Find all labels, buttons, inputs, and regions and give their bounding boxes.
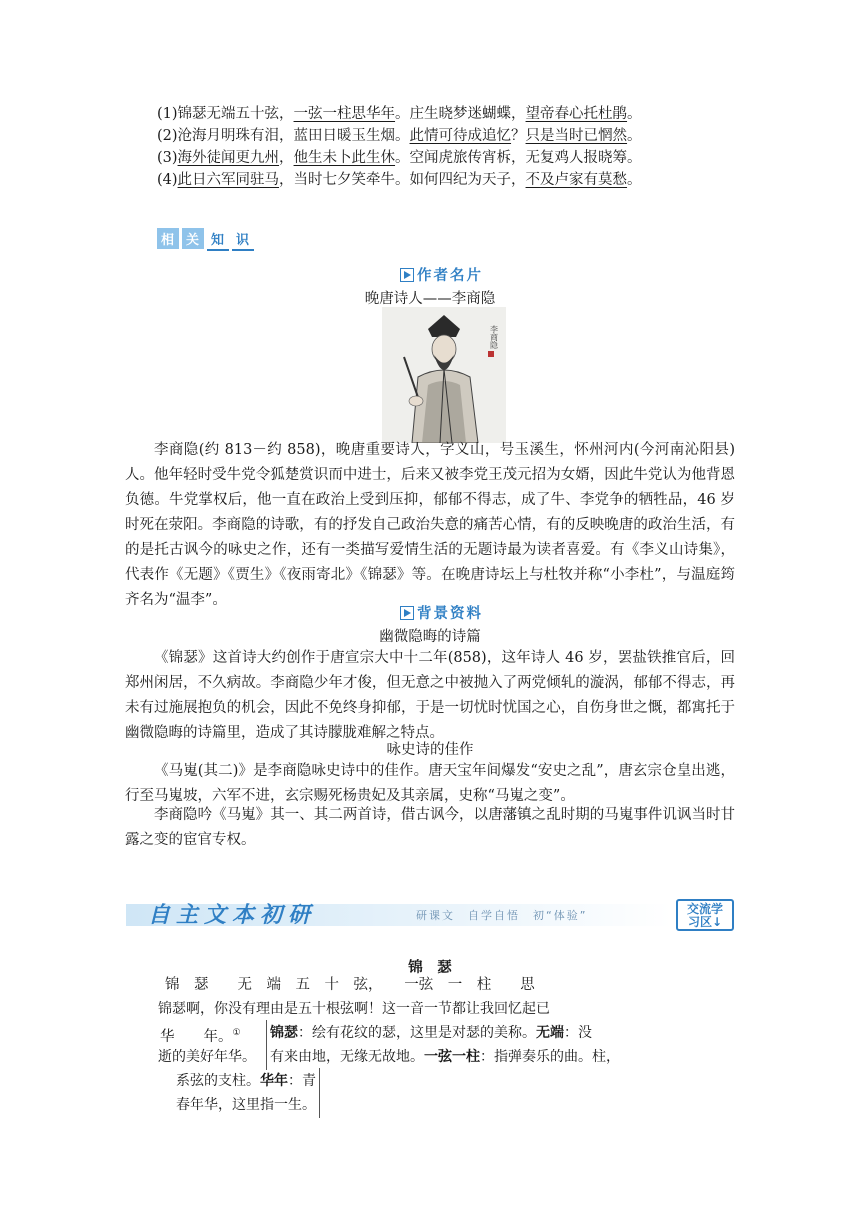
- plain-phrase: 锦瑟无端五十弦，: [177, 106, 294, 122]
- poem-note: 锦瑟：绘有花纹的瑟，这里是对瑟的美称。无端：没: [266, 1020, 592, 1046]
- self-study-banner: [126, 895, 736, 931]
- portrait-caption: 李商隐: [489, 325, 499, 349]
- poem-quote-lines: [157, 103, 642, 191]
- underlined-phrase: 他生未卜此生休: [293, 150, 396, 166]
- button-line: 交流学: [686, 902, 723, 916]
- exchange-area-button[interactable]: [676, 899, 734, 931]
- footnote-mark: ①: [232, 1028, 241, 1038]
- plain-phrase: 。庄生晓梦迷蝴蝶，: [395, 106, 526, 122]
- plain-phrase: 。空闻虎旅传宵柝，无复鸡人报晓筹。: [395, 150, 642, 166]
- background-heading: 背景资料: [400, 602, 483, 623]
- underlined-phrase: 此日六军同驻马: [177, 172, 280, 188]
- underlined-phrase: 只是当时已惘然: [525, 128, 628, 144]
- line-number: (4): [157, 172, 178, 188]
- poem-title: 锦 瑟: [408, 960, 452, 976]
- banner-subtitle: 研课文 自学自悟 初“体验”: [416, 909, 588, 922]
- background-paragraph: 李商隐吟《马嵬》其一、其二两首诗，借古讽今，以唐藩镇之乱时期的马嵬事件讥讽当时甘露之变的宦官专权。: [125, 807, 735, 848]
- button-line: 习区↓: [687, 915, 723, 929]
- poem-line: 锦 瑟 无 端 五 十 弦， 一弦 一 柱 思: [165, 977, 535, 993]
- plain-phrase: ，当时七夕笑牵牛。如何四纪为天子，: [279, 172, 526, 188]
- quote-line: [157, 103, 642, 125]
- poem-translation: 锦瑟啊，你没有理由是五十根弦啊！这一音一节都让我回忆起已: [158, 1001, 550, 1017]
- plain-phrase: 沧海月明珠有泪，蓝田日暖玉生烟。: [177, 128, 410, 144]
- related-knowledge-badge: [157, 228, 257, 251]
- play-icon: [400, 268, 414, 282]
- background-item-title: 幽微隐晦的诗篇: [379, 629, 481, 645]
- underlined-phrase: 不及卢家有莫愁: [525, 172, 628, 188]
- background-item-title: 咏史诗的佳作: [386, 742, 474, 758]
- background-paragraph: 《马嵬(其二)》是李商隐咏史诗中的佳作。唐天宝年间爆发“安史之乱”，唐玄宗仓皇出逃，行至马嵬坡，六军不进，玄宗赐死杨贵妃及其亲属，史称“马嵬之变”。: [125, 763, 735, 804]
- plain-phrase: 。: [627, 106, 642, 122]
- line-number: (1): [157, 106, 178, 122]
- underlined-phrase: 望帝春心托杜鹃: [525, 106, 628, 122]
- quote-line: [157, 125, 642, 147]
- badge-char: 关: [182, 228, 204, 249]
- underlined-phrase: 此情可待成追忆: [409, 128, 512, 144]
- poem-line: 华 年。①: [160, 1028, 241, 1045]
- poem-note: 系弦的支柱。华年：青: [176, 1068, 320, 1094]
- author-card-heading: 作者名片: [400, 264, 483, 285]
- badge-char: 相: [157, 228, 179, 249]
- line-number: (2): [157, 128, 178, 144]
- author-subtitle: 晚唐诗人——李商隐: [364, 291, 496, 307]
- plain-phrase: ，: [279, 150, 294, 166]
- poem-note: 有来由地，无缘无故地。一弦一柱：指弹奏乐的曲。柱，: [266, 1044, 620, 1070]
- poem-note: 春年华，这里指一生。: [176, 1092, 320, 1118]
- badge-char: 识: [232, 228, 254, 251]
- plain-phrase: 。: [627, 128, 642, 144]
- author-portrait: [382, 307, 506, 443]
- plain-phrase: 。: [627, 172, 642, 188]
- banner-title: 自主文本初研: [148, 902, 317, 928]
- underlined-phrase: 一弦一柱思华年: [293, 106, 396, 122]
- quote-line: [157, 169, 642, 191]
- underlined-phrase: 海外徒闻更九州: [177, 150, 280, 166]
- author-bio: 李商隐(约 813－约 858)，晚唐重要诗人，字义山，号玉溪生，怀州河内(今河南沁阳县)人。他年轻时受牛党令狐楚赏识而中进士，后来又被李党王茂元招为女婿，因此牛党认为他背恩负德。牛党掌权后，他一直在政治上受到压抑，郁郁不得志，成了牛、李党争的牺牲品，46 岁时死在荥阳。李商隐的诗歌，有的抒发自己政治失意的痛苦心情，有的反映晚唐的政治生活，有的是托古讽今的咏史之作，还有一类描写爱情生活的无题诗最为读者喜爱。有《李义山诗集》，代表作《无题》《贾生》《夜雨寄北》《锦瑟》等。在晚唐诗坛上与杜牧并称“小李杜”，与温庭筠齐名为“温李”。: [125, 442, 735, 608]
- play-icon: [400, 606, 414, 620]
- poem-translation: 逝的美好年华。: [158, 1049, 256, 1065]
- background-paragraph: 《锦瑟》这首诗大约创作于唐宣宗大中十二年(858)，这年诗人 46 岁，罢盐铁推官后，回郑州闲居，不久病故。李商隐少年才俊，但无意之中被抛入了两党倾轧的漩涡，郁郁不得志，再未有过施展抱负的机会，因此不免终身抑郁，于是一切忧时忧国之心，自伤身世之慨，都寓托于幽微隐晦的诗篇里，造成了其诗朦胧难解之特点。: [125, 650, 735, 741]
- line-number: (3): [157, 150, 178, 166]
- plain-phrase: ？: [511, 128, 526, 144]
- quote-line: [157, 147, 642, 169]
- badge-char: 知: [207, 228, 229, 251]
